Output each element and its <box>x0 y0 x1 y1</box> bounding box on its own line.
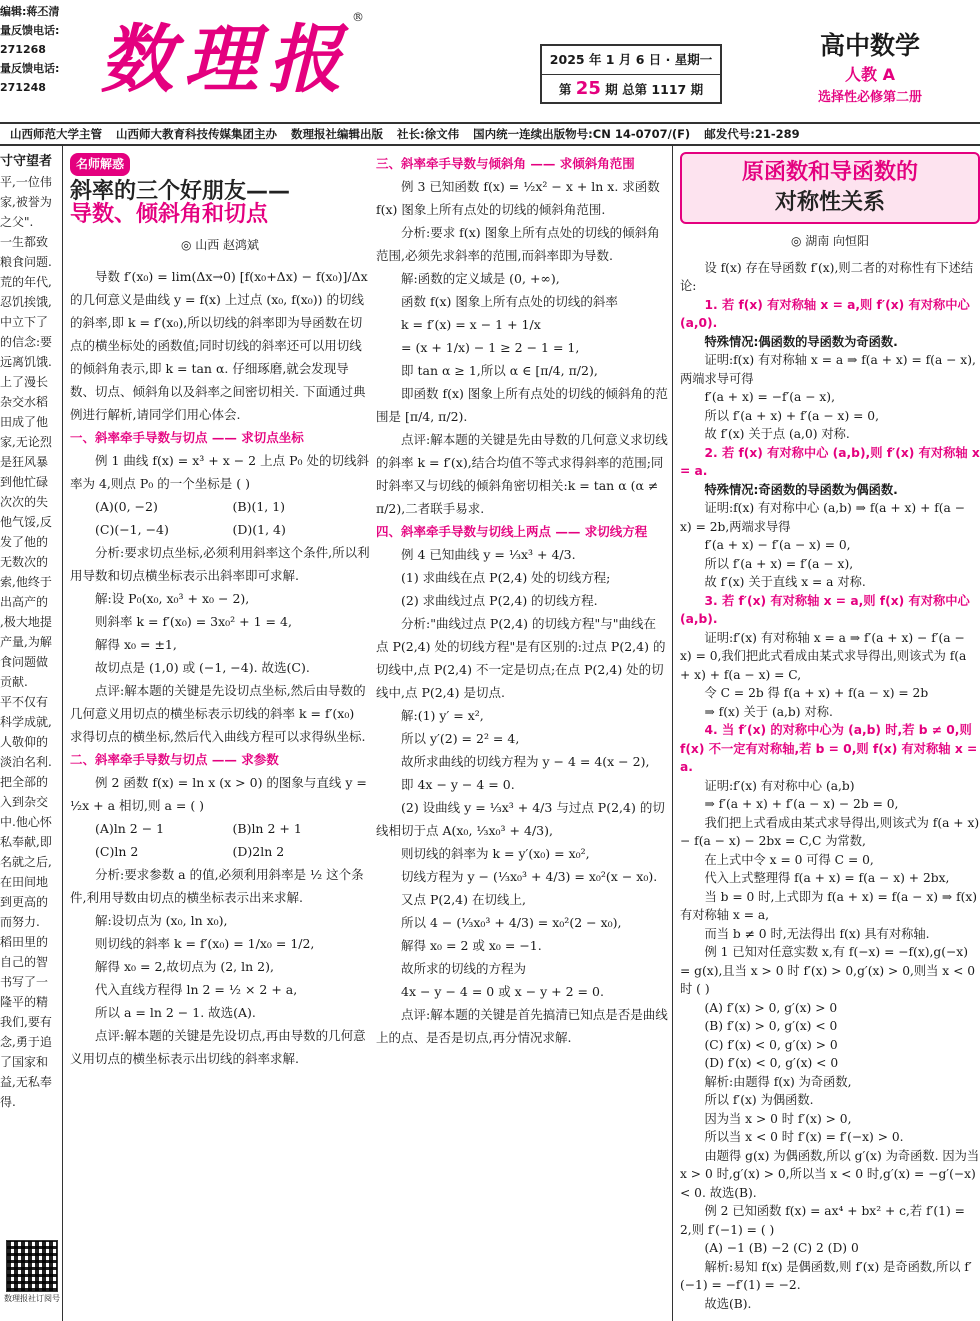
left-column-line: 出高产的 <box>0 595 49 609</box>
masthead <box>0 0 980 122</box>
article1-title-line1: 斜率的三个好朋友—— <box>70 179 291 204</box>
pub-item: 数理报社编辑出版 <box>291 127 384 141</box>
special-case: 特殊情况:偶函数的导函数为奇函数. <box>704 334 898 349</box>
solution-line: 则切线的斜率 k = f′(x₀) = 1/x₀ = 1/2, <box>95 936 315 951</box>
solution-line: 解析:由题得 f(x) 为奇函数, <box>704 1074 852 1089</box>
editor-line: 271268 <box>0 43 46 56</box>
publisher-bar <box>0 122 980 146</box>
option: (B)(1, 1) <box>232 499 286 514</box>
proof-line: ⇒ f(x) 关于 (a,b) 对称. <box>704 704 833 719</box>
left-column-line: 到他忙碌 <box>0 475 49 489</box>
left-column-line: 是狂风暴 <box>0 455 49 469</box>
issue-prefix: 第 <box>558 82 572 97</box>
proof-line: 故 f′(x) 关于直线 x = a 对称. <box>704 575 866 589</box>
example-1: 例 1 曲线 f(x) = x³ + x − 2 上点 P₀ 处的切线斜率为 4,则点 P₀ 的一个坐标是 ( ) <box>70 453 369 491</box>
option: (C)(−1, −4) <box>95 522 169 537</box>
question: (2) 求曲线过点 P(2,4) 的切线方程. <box>401 593 598 608</box>
proof-line: 证明:f(x) 有对称中心 (a,b) ⇒ f(a + x) + f(a − x) = 2b,两端求导得 <box>680 501 965 534</box>
column-divider <box>672 146 673 1321</box>
left-column-line: 念,勇于追 <box>0 1035 52 1049</box>
pub-item: 社长:徐文伟 <box>397 127 460 141</box>
article1-byline: ◎ 山西 赵鸿斌 <box>180 238 260 252</box>
left-column-line: 益,无私奉 <box>0 1075 52 1089</box>
article-tag: 名师解惑 <box>70 153 130 176</box>
left-column-line: 一生都致 <box>0 235 49 249</box>
analysis: 分析:要求切点坐标,必须利用斜率这个条件,所以利用导数和切点横坐标表示出斜率即可求解. <box>70 545 370 583</box>
solution-line: 函数 f(x) 图象上所有点处的切线的斜率 <box>401 294 618 309</box>
left-column-line: 无数次的 <box>0 555 49 569</box>
option: (B)ln 2 + 1 <box>232 821 302 836</box>
left-column-line: 次次的失 <box>0 495 49 509</box>
option: (D) f′(x) < 0, g′(x) < 0 <box>704 1056 839 1070</box>
proof-line: 令 C = 2b 得 f(a + x) + f(a − x) = 2b <box>704 686 929 700</box>
option: (A) f′(x) > 0, g′(x) > 0 <box>704 1000 838 1015</box>
option: (C) f′(x) < 0, g′(x) > 0 <box>704 1037 838 1052</box>
proof-line: f′(a + x) = −f′(a − x), <box>704 390 835 404</box>
left-column-line: 名就之后, <box>0 855 52 869</box>
example-1: 例 1 已知对任意实数 x,有 f(−x) = −f(x),g(−x) = g(x),且当 x > 0 时 f′(x) > 0,g′(x) > 0,则当 x < 0 时 ( ) <box>680 945 976 996</box>
solution-line: 解得 x₀ = 2,故切点为 (2, ln 2), <box>95 959 274 974</box>
proof-line: 我们把上式看成由某式求导得出,则该式为 f(a + x) − f(a − x) − 2bx = C,C 为常数, <box>680 815 980 848</box>
solution-line: 解析:易知 f(x) 是偶函数,则 f′(x) 是奇函数,所以 f′(−1) = −f′(1) = −2. <box>680 1259 972 1292</box>
solution-line: 解:设 P₀(x₀, x₀³ + x₀ − 2), <box>95 591 250 606</box>
pub-item: 山西师大教育科技传媒集团主办 <box>116 127 278 141</box>
left-column-line: ,极大地提 <box>0 615 52 629</box>
newspaper-logo <box>100 10 440 115</box>
example-4: 例 4 已知曲线 y = ⅓x³ + 4/3. <box>401 547 576 562</box>
solution-line: = (x + 1/x) − 1 ≥ 2 − 1 = 1, <box>401 340 580 355</box>
solution-line: 所以当 x < 0 时 f′(x) = f′(−x) > 0. <box>704 1130 904 1144</box>
registered-mark: ® <box>352 10 364 24</box>
article2-title-box <box>680 152 980 224</box>
left-column-line: 中.他心怀 <box>0 815 52 829</box>
left-column-line: 他气馁,反 <box>0 515 52 529</box>
conclusion: 3. 若 f′(x) 有对称轴 x = a,则 f(x) 有对称中心 (a,b). <box>680 593 970 626</box>
comment: 点评:解本题的关键是先设切点,再由导数的几何意义用切点的横坐标表示出切线的斜率求解. <box>70 1028 366 1066</box>
left-column-line: 私奉献,即 <box>0 835 52 849</box>
issue-total: 期 总第 1117 期 <box>605 82 704 97</box>
left-column-line: 而努力. <box>0 915 40 929</box>
left-column-line: 荒的年代, <box>0 275 52 289</box>
proof-line: 当 b = 0 时,上式即为 f(a + x) = f(a − x) ⇒ f(x) 有对称轴 x = a, <box>680 889 978 922</box>
solution-line: 即函数 f(x) 图象上所有点处的切线的倾斜角的范围是 [π/4, π/2). <box>376 386 668 424</box>
solution-line: 解:(1) y′ = x², <box>401 708 484 723</box>
editor-line: 量反馈电话: <box>0 24 60 37</box>
left-column-line: 书写了一 <box>0 975 49 989</box>
solution-line: 所以 f′(x) 为偶函数. <box>704 1093 814 1107</box>
left-column-line: 远离饥饿. <box>0 355 52 369</box>
option: (D)(1, 4) <box>232 522 286 537</box>
proof-line: 所以 f′(a + x) = f′(a − x), <box>704 556 854 571</box>
option: (A)(0, −2) <box>95 499 158 514</box>
solution-line: 4x − y − 4 = 0 或 x − y + 2 = 0. <box>401 984 604 999</box>
option: (A)ln 2 − 1 <box>95 821 165 836</box>
example-2: 例 2 已知函数 f(x) = ax⁴ + bx² + c,若 f′(1) = 2,则 f′(−1) = ( ) <box>680 1204 965 1237</box>
section-heading: 三、斜率牵手导数与倾斜角 —— 求倾斜角范围 <box>376 156 635 171</box>
question: (1) 求曲线在点 P(2,4) 处的切线方程; <box>401 570 611 585</box>
conclusion: 2. 若 f(x) 有对称中心 (a,b),则 f′(x) 有对称轴 x = a. <box>680 445 980 478</box>
left-column-line: 上了漫长 <box>0 375 49 389</box>
solution-line: 代入直线方程得 ln 2 = ½ × 2 + a, <box>95 982 298 997</box>
comment: 点评:解本题的关键是先设切点坐标,然后由导数的几何意义用切点的横坐标表示切线的斜率 k = f′(x₀) 求得切点的横坐标,然后代入曲线方程可以求得纵坐标. <box>70 683 366 744</box>
article2-intro: 设 f(x) 存在导函数 f′(x),则二者的对称性有下述结论: <box>680 260 974 293</box>
date-line: 2025 年 1 月 6 日 · 星期一 <box>542 46 720 75</box>
option: (C)ln 2 <box>95 844 139 859</box>
left-column-text <box>0 172 62 1112</box>
solution-line: 故选(B). <box>704 1296 752 1311</box>
article2-title-line1: 原函数和导函数的 <box>741 160 918 185</box>
solution-line: 解:函数的定义域是 (0, +∞), <box>401 271 560 286</box>
left-column-line: 之父". <box>0 215 34 229</box>
comment: 点评:解本题的关键是首先搞清已知点是否是曲线上的点、是否是切点,再分情况求解. <box>376 1007 668 1045</box>
solution-line: 即 tan α ≥ 1,所以 α ∈ [π/4, π/2), <box>401 363 598 378</box>
left-column-line: 我们,要有 <box>0 1015 52 1029</box>
solution-line: 所以 y′(2) = 2² = 4, <box>401 731 520 746</box>
subject-title: 高中数学 <box>819 31 920 60</box>
left-column-line: 平,一位伟 <box>0 175 52 189</box>
proof-line: 证明:f′(x) 有对称中心 (a,b) <box>704 778 855 793</box>
option: (B) f′(x) > 0, g′(x) < 0 <box>704 1019 838 1033</box>
solution-line: 又点 P(2,4) 在切线上, <box>401 892 526 907</box>
article1-intro: 导数 f′(x₀) = lim(Δx→0) [f(x₀+Δx) − f(x₀)]/Δx 的几何意义是曲线 y = f(x) 上过点 (x₀, f(x₀)) 的切线的斜率,即 k = f′(x₀),所以切线的斜率即为导函数在切点的横坐标处的函数值;同时切线的斜率还可以用切线的倾斜角表示,即 k = tan α. 仔细琢磨,就会发现导数、切点、倾斜角以及斜率之间密切相关. 下面通过典例进行解析,请同学们用心体会. <box>70 269 368 422</box>
section-heading: 二、斜率牵手导数与切点 —— 求参数 <box>70 752 279 767</box>
article2-title-line2: 对称性关系 <box>774 190 885 215</box>
book-label: 选择性必修第二册 <box>817 90 922 105</box>
qr-code-icon <box>6 1240 58 1292</box>
section-heading: 一、斜率牵手导数与切点 —— 求切点坐标 <box>70 430 304 445</box>
date-box <box>540 44 722 104</box>
solution-line: 解得 x₀ = ±1, <box>95 637 177 652</box>
left-column-line: 科学成就, <box>0 715 52 729</box>
section-heading: 四、斜率牵手导数与切线上两点 —— 求切线方程 <box>376 524 648 539</box>
solution-line: 解:设切点为 (x₀, ln x₀), <box>95 913 228 928</box>
conclusion: 1. 若 f(x) 有对称轴 x = a,则 f′(x) 有对称中心 (a,0). <box>680 297 970 330</box>
solution-line: 因为当 x > 0 时 f′(x) > 0, <box>704 1111 852 1126</box>
edition-label: 人教 A <box>845 65 895 84</box>
left-column-line: 人敬仰的 <box>0 735 49 749</box>
pub-item: 邮发代号:21-289 <box>704 127 800 141</box>
solution-line: k = f′(x) = x − 1 + 1/x <box>401 317 541 332</box>
left-column-line: 隆平的精 <box>0 995 49 1009</box>
proof-line: 而当 b ≠ 0 时,无法得出 f(x) 具有对称轴. <box>704 926 930 941</box>
example-1-options <box>70 495 370 541</box>
left-column-line: 自己的智 <box>0 955 49 969</box>
solution-line: 即 4x − y − 4 = 0. <box>401 777 515 792</box>
analysis: 分析:"曲线过点 P(2,4) 的切线方程"与"曲线在点 P(2,4) 处的切线方程"是有区别的:过点 P(2,4) 的切线中,点 P(2,4) 不一定是切点;在点 P(2,4) 处的切线中,点 P(2,4) 是切点. <box>376 616 666 700</box>
editor-line: 编辑:蒋丕清 <box>0 5 60 18</box>
issue-number: 25 <box>575 78 601 99</box>
left-column-line: 得. <box>0 1095 16 1109</box>
left-column-line: 到更高的 <box>0 895 49 909</box>
proof-line: 证明:f′(x) 有对称轴 x = a ⇒ f′(a + x) − f′(a − x) = 0,我们把此式看成由某式求导得出,则该式为 f(a + x) + f(a − x) = C, <box>680 630 967 682</box>
left-column-line: 索,他终于 <box>0 575 52 589</box>
solution-line: 则斜率 k = f′(x₀) = 3x₀² + 1 = 4, <box>95 614 292 629</box>
example-2: 例 2 函数 f(x) = ln x (x > 0) 的图象与直线 y = ½x + a 相切,则 a = ( ) <box>70 775 367 813</box>
left-column-line: 在田间地 <box>0 875 49 889</box>
article1-title-line2: 导数、倾斜角和切点 <box>70 202 269 227</box>
conclusion: 4. 当 f′(x) 的对称中心为 (a,b) 时,若 b ≠ 0,则 f(x) 不一定有对称轴,若 b = 0,则 f(x) 有对称轴 x = a. <box>680 723 978 774</box>
left-column-line: 田成了他 <box>0 415 49 429</box>
left-column-line: 把全部的 <box>0 775 49 789</box>
article1-continued-column <box>376 146 668 1049</box>
solution-line: (2) 设曲线 y = ⅓x³ + 4/3 与过点 P(2,4) 的切线相切于点 A(x₀, ⅓x₀³ + 4/3), <box>376 800 665 838</box>
left-column-line: 淡泊名利. <box>0 755 52 769</box>
proof-line: 故 f′(x) 关于点 (a,0) 对称. <box>704 427 850 441</box>
pub-item: 山西师范大学主管 <box>10 127 102 141</box>
proof-line: 在上式中令 x = 0 可得 C = 0, <box>704 852 874 867</box>
solution-line: 所以 a = ln 2 − 1. 故选(A). <box>95 1005 256 1020</box>
option: (D)2ln 2 <box>232 844 285 859</box>
editor-info <box>0 2 72 97</box>
pub-item: 国内统一连续出版物号:CN 14-0707/(F) <box>473 127 691 141</box>
left-column-line: 杂交水稻 <box>0 395 49 409</box>
proof-line: 所以 f′(a + x) + f′(a − x) = 0, <box>704 408 879 423</box>
subject-block <box>760 30 980 108</box>
left-column-line: 的信念:要 <box>0 335 53 349</box>
left-column-line: 家,被誉为 <box>0 195 52 209</box>
options: (A) −1 (B) −2 (C) 2 (D) 0 <box>704 1241 859 1255</box>
proof-line: f′(a + x) − f′(a − x) = 0, <box>704 538 851 552</box>
left-column-line: 入到杂交 <box>0 795 49 809</box>
solution-line: 故所求曲线的切线方程为 y − 4 = 4(x − 2), <box>401 754 650 769</box>
solution-line: 由题得 g(x) 为偶函数,所以 g′(x) 为奇函数. 因为当 x > 0 时,g′(x) > 0,所以当 x < 0 时,g′(x) = −g′(−x) < 0. 故选(B). <box>680 1148 980 1200</box>
editor-line: 量反馈电话: <box>0 62 60 75</box>
logo-text: 数理报 <box>100 17 352 103</box>
article2-byline: ◎ 湖南 向恒阳 <box>790 234 870 248</box>
left-column-line: 中立下了 <box>0 315 49 329</box>
solution-line: 故所求的切线的方程为 <box>401 961 527 976</box>
article1-column <box>70 146 370 1070</box>
example-2-options <box>70 817 370 863</box>
analysis: 分析:要求 f(x) 图象上所有点处的切线的倾斜角范围,必须先求斜率的范围,而斜率即为导数. <box>376 225 660 263</box>
solution-line: 所以 4 − (⅓x₀³ + 4/3) = x₀²(2 − x₀), <box>401 915 622 930</box>
comment: 点评:解本题的关键是先由导数的几何意义求切线的斜率 k = f′(x),结合均值不等式求得斜率的范围;同时斜率又与切线的倾斜角密切相关:k = tan α (α ≠ π/2),二者联手易求. <box>376 432 668 516</box>
editor-line: 271248 <box>0 81 46 94</box>
proof-line: ⇒ f′(a + x) + f′(a − x) − 2b = 0, <box>704 797 899 811</box>
solution-line: 则切线的斜率为 k = y′(x₀) = x₀², <box>401 846 590 861</box>
left-column-line: 家,无论烈 <box>0 435 52 449</box>
analysis: 分析:要求参数 a 的值,必须利用斜率是 ½ 这个条件,利用导数由切点的横坐标表示出来求解. <box>70 867 364 905</box>
left-column-line: 食问题做 <box>0 655 49 669</box>
left-column-line: 稻田里的 <box>0 935 49 949</box>
left-column-line: 忍饥挨饿, <box>0 295 52 309</box>
special-case: 特殊情况:奇函数的导函数为偶函数. <box>704 482 898 497</box>
issue-line <box>542 75 720 103</box>
left-column-line: 产量,为解 <box>0 635 52 649</box>
solution-line: 解得 x₀ = 2 或 x₀ = −1. <box>401 938 542 953</box>
qr-label: 数理报社订阅号 <box>4 1294 60 1303</box>
left-column-line: 粮食问题. <box>0 255 52 269</box>
example-3: 例 3 已知函数 f(x) = ½x² − x + ln x. 求函数 f(x) 图象上所有点处的切线的倾斜角范围. <box>376 179 660 217</box>
left-column-heading: 寸守望者 <box>0 154 53 169</box>
left-column-line: 平不仅有 <box>0 695 49 709</box>
solution-line: 切线方程为 y − (⅓x₀³ + 4/3) = x₀²(x − x₀). <box>401 869 658 884</box>
article2-column <box>680 146 980 1313</box>
proof-line: 代入上式整理得 f(a + x) = f(a − x) + 2bx, <box>704 871 950 885</box>
solution-line: 故切点是 (1,0) 或 (−1, −4). 故选(C). <box>95 660 310 675</box>
left-column <box>0 146 63 1321</box>
left-column-line: 发了他的 <box>0 535 49 549</box>
left-column-line: 贡献. <box>0 675 28 689</box>
left-column-line: 了国家和 <box>0 1055 49 1069</box>
proof-line: 证明:f(x) 有对称轴 x = a ⇒ f(a + x) = f(a − x),两端求导可得 <box>680 353 976 386</box>
